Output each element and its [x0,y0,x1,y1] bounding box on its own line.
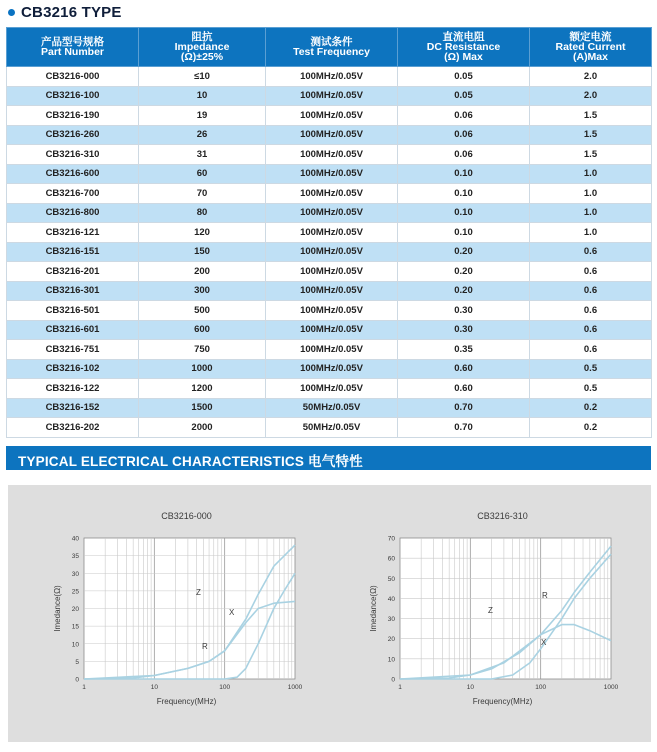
test-frequency-cell: 100MHz/0.05V [266,379,398,399]
x-axis-label: Frequency(MHz) [472,697,533,706]
series-label-x: X [229,608,235,617]
rated-current-cell: 0.6 [530,301,652,321]
test-frequency-cell: 100MHz/0.05V [266,281,398,301]
series-label-z: Z [488,606,493,615]
table-row [7,281,652,301]
impedance-cell: 70 [139,184,266,204]
rated-current-cell: 0.6 [530,262,652,282]
y-tick-label: 10 [387,656,395,664]
rated-current-cell: 1.0 [530,203,652,223]
y-tick-label: 15 [71,623,79,631]
rated-current-cell: 0.2 [530,418,652,438]
dc-resistance-cell: 0.10 [398,223,530,243]
y-tick-label: 30 [387,616,395,624]
impedance-cell: 120 [139,223,266,243]
typical-characteristics-band [6,446,651,470]
part-number-cell: CB3216-800 [7,203,139,223]
typical-characteristics-title: TYPICAL ELECTRICAL CHARACTERISTICS 电气特性 [18,454,363,469]
table-row [7,106,652,126]
rated-current-cell: 0.5 [530,359,652,379]
y-tick-label: 50 [387,575,395,583]
col-header-impedance: 阻抗 Impedance (Ω)±25% [139,28,266,67]
dc-resistance-cell: 0.70 [398,398,530,418]
col-header-rated-current: 额定电流 Rated Current (A)Max [530,28,652,67]
part-number-cell: CB3216-601 [7,320,139,340]
col-header-dc-resistance: 直流电阻 DC Resistance (Ω) Max [398,28,530,67]
rated-current-cell: 1.0 [530,184,652,204]
table-row [7,67,652,87]
col-header-test-frequency: 测试条件 Test Frequency [266,28,398,67]
table-row [7,398,652,418]
table-row [7,262,652,282]
part-number-cell: CB3216-000 [7,67,139,87]
y-tick-label: 10 [71,641,79,649]
table-row [7,320,652,340]
impedance-cell: 500 [139,301,266,321]
y-tick-label: 5 [75,658,79,666]
dc-resistance-cell: 0.05 [398,86,530,106]
dc-resistance-cell: 0.10 [398,184,530,204]
part-number-cell: CB3216-310 [7,145,139,165]
table-row [7,418,652,438]
part-number-cell: CB3216-102 [7,359,139,379]
dc-resistance-cell: 0.70 [398,418,530,438]
y-tick-label: 60 [387,555,395,563]
dc-resistance-cell: 0.06 [398,145,530,165]
impedance-cell: 26 [139,125,266,145]
x-tick-label: 100 [535,684,547,691]
y-tick-label: 70 [387,535,395,543]
rated-current-cell: 0.2 [530,398,652,418]
rated-current-cell: 0.6 [530,320,652,340]
y-tick-label: 20 [387,636,395,644]
dc-resistance-cell: 0.06 [398,106,530,126]
dc-resistance-cell: 0.10 [398,164,530,184]
series-label-z: Z [196,588,201,597]
y-tick-label: 25 [71,588,79,596]
table-row [7,379,652,399]
charts-panel [8,485,651,742]
y-axis-label: Imedance(Ω) [53,585,62,632]
impedance-cell: 80 [139,203,266,223]
table-row [7,359,652,379]
test-frequency-cell: 100MHz/0.05V [266,145,398,165]
chart-title: CB3216-000 [161,511,212,521]
x-tick-label: 1 [398,684,402,691]
rated-current-cell: 1.0 [530,164,652,184]
table-row [7,145,652,165]
y-tick-label: 40 [71,535,79,543]
dc-resistance-cell: 0.05 [398,67,530,87]
y-axis-label: Imedance(Ω) [369,585,378,632]
table-row [7,223,652,243]
impedance-cell: 1200 [139,379,266,399]
dc-resistance-cell: 0.20 [398,242,530,262]
test-frequency-cell: 100MHz/0.05V [266,340,398,360]
test-frequency-cell: 100MHz/0.05V [266,262,398,282]
part-number-cell: CB3216-100 [7,86,139,106]
rated-current-cell: 2.0 [530,67,652,87]
impedance-cell: 1500 [139,398,266,418]
part-number-cell: CB3216-201 [7,262,139,282]
impedance-cell: 1000 [139,359,266,379]
part-number-cell: CB3216-301 [7,281,139,301]
impedance-cell: 31 [139,145,266,165]
part-number-cell: CB3216-151 [7,242,139,262]
impedance-cell: 2000 [139,418,266,438]
y-tick-label: 0 [391,676,395,684]
rated-current-cell: 0.6 [530,242,652,262]
rated-current-cell: 1.0 [530,223,652,243]
chart-cb3216-310 [332,485,632,742]
test-frequency-cell: 100MHz/0.05V [266,184,398,204]
part-number-cell: CB3216-152 [7,398,139,418]
dc-resistance-cell: 0.35 [398,340,530,360]
series-label-r: R [542,591,548,600]
impedance-cell: 600 [139,320,266,340]
dc-resistance-cell: 0.06 [398,125,530,145]
chart-cb3216-000 [16,485,316,742]
part-number-cell: CB3216-501 [7,301,139,321]
table-row [7,184,652,204]
table-row [7,340,652,360]
dc-resistance-cell: 0.20 [398,281,530,301]
series-label-x: X [541,638,547,647]
part-number-cell: CB3216-121 [7,223,139,243]
test-frequency-cell: 100MHz/0.05V [266,67,398,87]
impedance-cell: 750 [139,340,266,360]
test-frequency-cell: 100MHz/0.05V [266,320,398,340]
table-header-row [7,28,652,67]
x-tick-label: 1 [82,684,86,691]
part-number-cell: CB3216-190 [7,106,139,126]
x-tick-label: 10 [150,684,158,691]
y-tick-label: 0 [75,676,79,684]
dc-resistance-cell: 0.20 [398,262,530,282]
impedance-cell: ≤10 [139,67,266,87]
dc-resistance-cell: 0.10 [398,203,530,223]
test-frequency-cell: 100MHz/0.05V [266,106,398,126]
rated-current-cell: 1.5 [530,145,652,165]
x-axis-label: Frequency(MHz) [156,697,217,706]
impedance-cell: 200 [139,262,266,282]
impedance-cell: 60 [139,164,266,184]
y-tick-label: 20 [71,606,79,613]
x-tick-label: 10 [466,684,474,691]
rated-current-cell: 0.6 [530,281,652,301]
impedance-cell: 150 [139,242,266,262]
test-frequency-cell: 100MHz/0.05V [266,203,398,223]
test-frequency-cell: 100MHz/0.05V [266,223,398,243]
part-number-cell: CB3216-600 [7,164,139,184]
series-label-r: R [202,642,208,651]
rated-current-cell: 1.5 [530,125,652,145]
test-frequency-cell: 100MHz/0.05V [266,359,398,379]
test-frequency-cell: 100MHz/0.05V [266,164,398,184]
chart-title: CB3216-310 [477,511,528,521]
part-number-cell: CB3216-202 [7,418,139,438]
rated-current-cell: 0.5 [530,379,652,399]
impedance-cell: 300 [139,281,266,301]
dc-resistance-cell: 0.30 [398,320,530,340]
test-frequency-cell: 100MHz/0.05V [266,242,398,262]
y-tick-label: 30 [71,570,79,578]
x-tick-label: 1000 [287,684,303,691]
impedance-cell: 19 [139,106,266,126]
table-body [7,67,652,438]
test-frequency-cell: 100MHz/0.05V [266,301,398,321]
spec-table [6,27,652,438]
dc-resistance-cell: 0.60 [398,359,530,379]
test-frequency-cell: 100MHz/0.05V [266,125,398,145]
col-header-part-number: 产品型号规格 Part Number [7,28,139,67]
impedance-cell: 10 [139,86,266,106]
dc-resistance-cell: 0.30 [398,301,530,321]
section-header [8,2,122,22]
bullet-dot-icon [8,9,15,16]
table-row [7,164,652,184]
rated-current-cell: 0.6 [530,340,652,360]
table-row [7,242,652,262]
table-row [7,301,652,321]
part-number-cell: CB3216-700 [7,184,139,204]
section-title: CB3216 TYPE [21,3,122,21]
table-row [7,86,652,106]
table-row [7,125,652,145]
rated-current-cell: 1.5 [530,106,652,126]
y-tick-label: 35 [71,553,79,561]
part-number-cell: CB3216-260 [7,125,139,145]
x-tick-label: 100 [219,684,231,691]
plot-area [400,538,611,679]
rated-current-cell: 2.0 [530,86,652,106]
x-tick-label: 1000 [603,684,619,691]
part-number-cell: CB3216-122 [7,379,139,399]
dc-resistance-cell: 0.60 [398,379,530,399]
part-number-cell: CB3216-751 [7,340,139,360]
table-row [7,203,652,223]
test-frequency-cell: 50MHz/0.05V [266,398,398,418]
test-frequency-cell: 50MHz/0.05V [266,418,398,438]
y-tick-label: 40 [387,595,395,603]
test-frequency-cell: 100MHz/0.05V [266,86,398,106]
